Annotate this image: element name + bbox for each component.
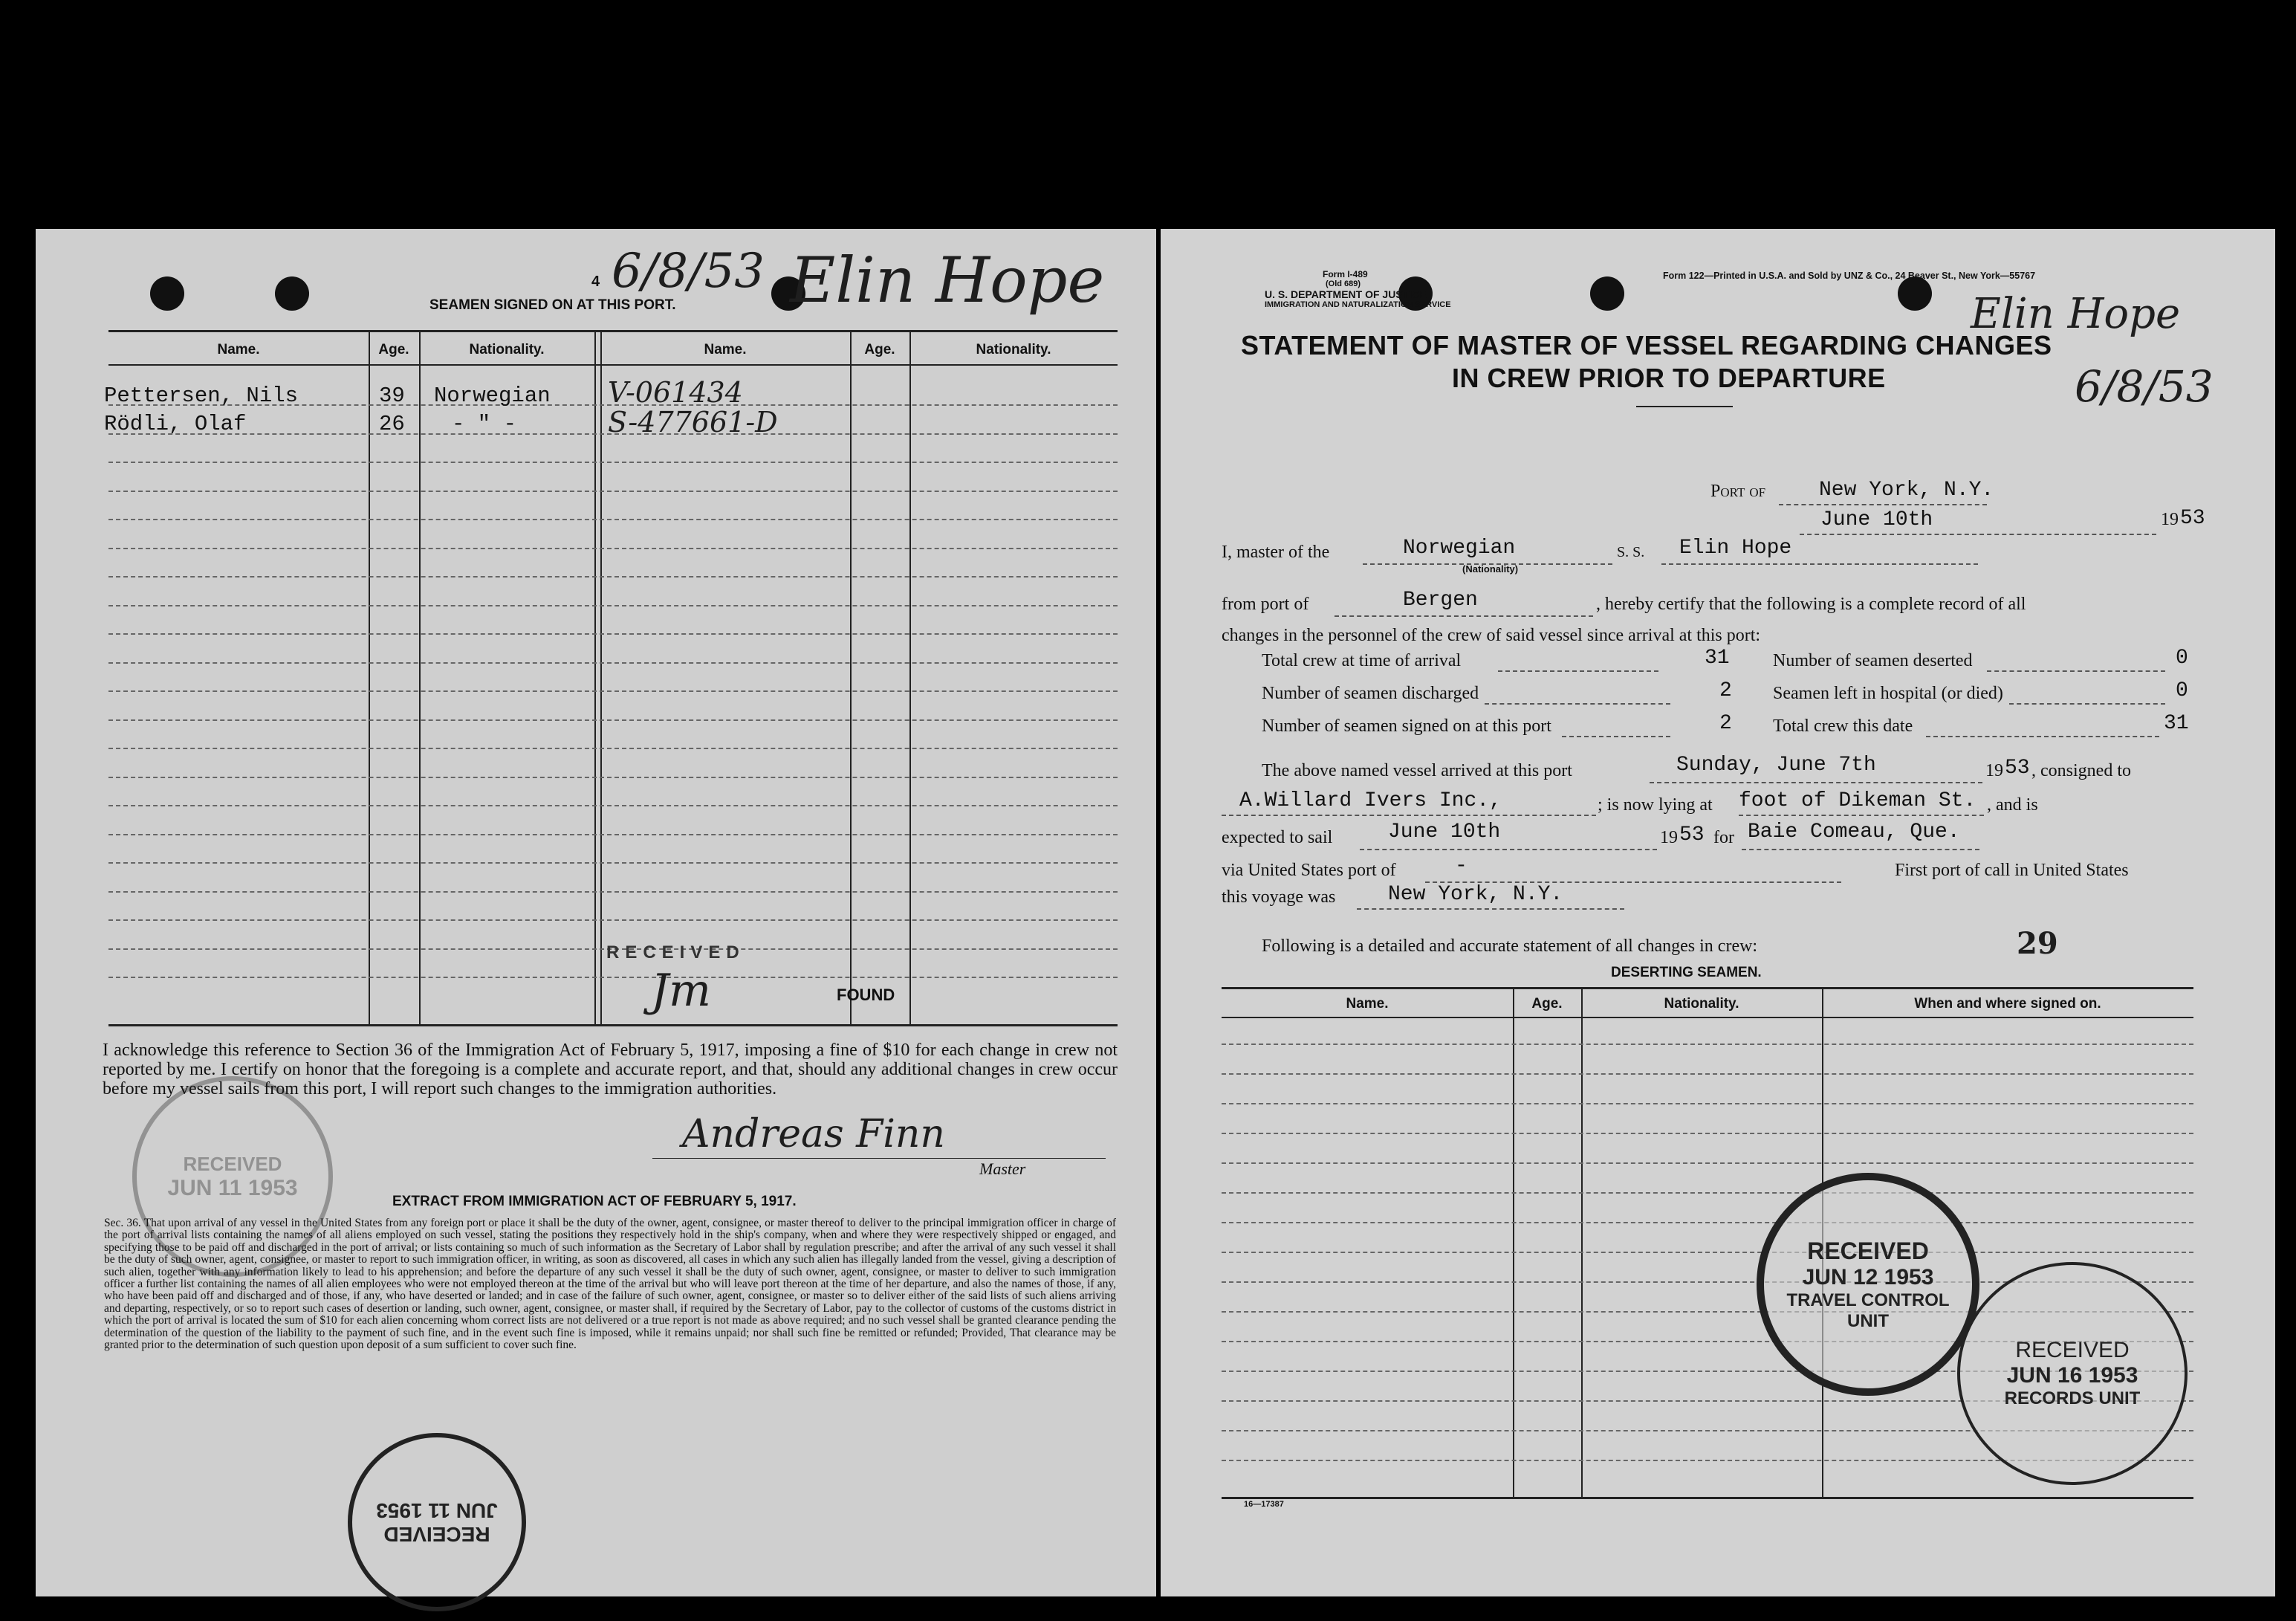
printer-imprint: Form 122—Printed in U.S.A. and Sold by UNZ & Co., 24 Beaver St., New York—55767	[1663, 271, 2036, 281]
right-page	[1161, 229, 2275, 1596]
field-line	[1562, 736, 1670, 737]
col-divider	[1513, 987, 1514, 1497]
ruled-line	[108, 805, 1118, 806]
ruled-line	[108, 605, 1118, 606]
from-port-value: Bergen	[1403, 589, 1478, 612]
table-top-rule	[1222, 987, 2193, 989]
signed-on-value: 2	[1719, 712, 1732, 735]
ruled-line	[108, 491, 1118, 492]
ruled-line	[108, 862, 1118, 864]
acknowledgement-text: I acknowledge this reference to Section 36 of the Immigration Act of February 5, 1917, imposing a fine of $10 for each change in crew not reported by me. I certify on honor that the foregoing is a complete and accurate report, and that, should any additional changes in crew occur before my vessel sails from this port, I will report such changes to the immigration authorities.	[103, 1041, 1118, 1099]
field-line	[2009, 703, 2165, 705]
via-label: via United States port of	[1222, 861, 1396, 880]
ruled-line	[108, 519, 1118, 520]
received-stamp-faint: RECEIVED	[606, 942, 745, 962]
ruled-line	[1222, 1222, 2193, 1223]
expected-year-prefix: 19	[1660, 828, 1678, 847]
field-line	[1650, 782, 1982, 783]
year-prefix: 19	[2161, 510, 2179, 529]
expected-value: June 10th	[1388, 821, 1501, 844]
ruled-line	[1222, 1103, 2193, 1104]
ruled-line	[108, 834, 1118, 835]
hospital-value: 0	[2176, 679, 2188, 702]
ruled-line	[108, 662, 1118, 664]
ruled-line	[108, 576, 1118, 577]
total-date-value: 31	[2164, 712, 2189, 735]
signed-on-label: Number of seamen signed on at this port	[1262, 716, 1551, 736]
ruled-line	[108, 462, 1118, 463]
field-line	[1987, 670, 2165, 672]
for-value: Baie Comeau, Que.	[1748, 821, 1960, 844]
ruled-line	[108, 891, 1118, 893]
table-header-rule	[108, 364, 1118, 366]
punch-hole	[275, 276, 309, 311]
field-line	[1742, 849, 1979, 850]
field-line	[1800, 534, 2156, 535]
handwritten-vessel-name: Elin Hope	[1971, 290, 2181, 338]
row-reference: S-477661-D	[608, 406, 778, 439]
ruled-line	[108, 719, 1118, 721]
nationality-caption: (Nationality)	[1462, 563, 1519, 575]
service: IMMIGRATION AND NATURALIZATION SERVICE	[1265, 300, 1451, 309]
ruled-line	[108, 633, 1118, 635]
deserted-value: 0	[2176, 647, 2188, 670]
ruled-line	[108, 777, 1118, 778]
nationality-value: Norwegian	[1403, 537, 1516, 560]
records-unit-stamp: RECEIVED JUN 16 1953 RECORDS UNIT	[1957, 1262, 2188, 1485]
this-voyage-label: this voyage was	[1222, 887, 1336, 907]
ruled-line	[108, 690, 1118, 692]
initials-signature: Jm	[651, 965, 711, 1017]
expected-year-value: 53	[1679, 824, 1705, 847]
left-page	[36, 229, 1156, 1596]
table-bottom-rule	[108, 1024, 1118, 1026]
arrived-label: The above named vessel arrived at this port	[1262, 761, 1572, 780]
ruled-line	[108, 919, 1118, 921]
col-header-nationality: Nationality.	[469, 342, 545, 357]
field-line	[1739, 815, 1984, 816]
desert-col-signed-on: When and where signed on.	[1914, 996, 2101, 1012]
col-header-name: Name.	[704, 342, 747, 357]
row-nationality: - " -	[452, 412, 517, 436]
field-line	[1335, 615, 1593, 617]
deserting-title: DESERTING SEAMEN.	[1611, 965, 1762, 980]
row-name: Pettersen, Nils	[104, 384, 299, 408]
expected-label: expected to sail	[1222, 828, 1333, 847]
ruled-line	[1222, 1192, 2193, 1194]
row-name: Rödli, Olaf	[104, 412, 247, 436]
master-signature: Andreas Finn	[682, 1112, 945, 1156]
row-nationality: Norwegian	[434, 384, 551, 408]
arrived-year-prefix: 19	[1985, 761, 2003, 780]
form-old-number: (Old 689)	[1326, 279, 1361, 288]
following-text: Following is a detailed and accurate statement of all changes in crew:	[1262, 936, 1758, 956]
arrived-value: Sunday, June 7th	[1676, 754, 1876, 777]
form-title-line1: STATEMENT OF MASTER OF VESSEL REGARDING CHANGES	[1241, 330, 2052, 360]
port-label: Port of	[1710, 482, 1766, 501]
punch-hole	[1590, 276, 1624, 311]
for-label: for	[1713, 828, 1734, 847]
ruled-line	[1222, 1044, 2193, 1045]
form-title-line2: IN CREW PRIOR TO DEPARTURE	[1452, 363, 1886, 393]
handwritten-vessel-name: Elin Hope	[790, 244, 1105, 317]
header-number: 4	[591, 274, 600, 290]
form-number: Form I-489	[1323, 269, 1368, 279]
first-port-label: First port of call in United States	[1895, 861, 2129, 880]
and-is-label: , and is	[1987, 795, 2038, 815]
field-line	[1357, 908, 1624, 910]
ss-label: S. S.	[1617, 544, 1645, 560]
ss-value: Elin Hope	[1679, 537, 1792, 560]
ruled-line	[108, 748, 1118, 749]
extract-text: Sec. 36. That upon arrival of any vessel in the United States from any foreign port or place it shall be the duty of the owner, agent, consignee, or master thereof to deliver to the principal immigration officer in charge of the port of arrival lists containing the names of all aliens employed on such vessel, stating the positions they respectively hold in the ship's company, when and where they were respectively shipped or engaged, and specifying those to be paid off and discharged in the port of arrival; or lists containing so much of such information as the Secretary of Labor shall by regulation prescribe; and after the arrival of any such vessel it shall be the duty of such owner, agent, consignee, or master to report to such immigration officer, in writing, as soon as discovered, all cases in which any such alien has illegally landed from the vessel, giving a description of such alien, together with any information likely to lead to his apprehension; and before the departure of any such vessel it shall be the duty of such owner, agent, consignee, or master to deliver to such immigration officer a further list containing the names of all alien employees who were not employed thereon at the time of the arrival but who will leave port thereon at the time of her departure, and also the names of those, if any, who have been paid off and discharged and of those, if any, who have deserted or landed; and in case of the failure of such owner, agent, consignee, or master so to deliver either of the said lists of such aliens arriving and departing, respectively, or so to report such cases of desertion or landing, such owner, agent, consignee, or master shall, if required by the Secretary of Labor, pay to the collector of customs of the customs district in which the port of arrival is located the sum of $10 for each alien concerning whom correct lists are not delivered or a true report is not made as above required; and no such vessel shall be granted clearance pending the determination of the question of the liability to the payment of such fine, and in the event such fine is imposed, while it remains unpaid; nor shall such fine be remitted or refunded; Provided, That clearance may be granted prior to the determination of such question upon deposit of a sum sufficient to cover such fine.	[104, 1217, 1116, 1352]
ruled-line	[1222, 1162, 2193, 1164]
col-header-age: Age.	[864, 342, 895, 357]
hospital-label: Seamen left in hospital (or died)	[1773, 684, 2003, 703]
ruled-line	[1222, 1073, 2193, 1075]
footer-code: 16—17387	[1244, 1500, 1284, 1509]
handwritten-date: 6/8/53	[612, 244, 765, 299]
ruled-line	[1222, 1252, 2193, 1253]
desert-col-nationality: Nationality.	[1664, 996, 1739, 1012]
department: U. S. DEPARTMENT OF JUSTICE	[1265, 288, 1427, 300]
consigned-label: , consigned to	[2031, 761, 2131, 780]
extract-title: EXTRACT FROM IMMIGRATION ACT OF FEBRUARY 5, 1917.	[392, 1194, 797, 1209]
port-value: New York, N.Y.	[1819, 479, 1994, 502]
handwritten-date: 6/8/53	[2075, 361, 2214, 412]
signature-line	[652, 1158, 1106, 1159]
field-line	[1661, 563, 1978, 565]
table-top-rule	[108, 330, 1118, 332]
year-value: 53	[2180, 507, 2205, 530]
total-arrival-label: Total crew at time of arrival	[1262, 651, 1462, 670]
deserted-label: Number of seamen deserted	[1773, 651, 1973, 670]
ruled-line	[108, 548, 1118, 549]
punch-hole	[150, 276, 184, 311]
total-arrival-value: 31	[1705, 647, 1730, 670]
certify-text: , hereby certify that the following is a complete record of all	[1596, 595, 2026, 614]
found-stamp: FOUND	[837, 986, 895, 1004]
col-header-age: Age.	[378, 342, 409, 357]
lying-label: ; is now lying at	[1598, 795, 1713, 815]
row-age: 39	[379, 384, 405, 408]
field-line	[1498, 670, 1658, 672]
row-age: 26	[379, 412, 405, 436]
master-label: Master	[979, 1159, 1026, 1178]
field-line	[1926, 736, 2159, 737]
field-line	[1485, 703, 1670, 705]
table-header-rule	[1222, 1017, 2193, 1018]
col-header-name: Name.	[217, 342, 260, 357]
row-reference: V-061434	[608, 376, 743, 409]
desert-col-age: Age.	[1531, 996, 1563, 1012]
field-line	[1360, 849, 1657, 850]
lying-value: foot of Dikeman St.	[1739, 789, 1976, 812]
punch-hole	[1898, 276, 1932, 311]
this-voyage-value: New York, N.Y.	[1388, 883, 1563, 906]
changes-text: changes in the personnel of the crew of said vessel since arrival at this port:	[1222, 626, 1761, 645]
consignee-value: A.Willard Ivers Inc.,	[1239, 789, 1502, 812]
date-value: June 10th	[1820, 508, 1933, 531]
col-divider	[1581, 987, 1583, 1497]
master-of-label: I, master of the	[1222, 543, 1330, 562]
discharged-label: Number of seamen discharged	[1262, 684, 1479, 703]
ruled-line	[108, 977, 1118, 978]
col-header-nationality: Nationality.	[976, 342, 1051, 357]
title-underline	[1636, 406, 1733, 407]
received-date-stamp: RECEIVED JUN 11 1953	[348, 1433, 526, 1611]
table-bottom-rule	[1222, 1497, 2193, 1499]
received-date-stamp: RECEIVED JUN 11 1953	[132, 1076, 333, 1277]
via-value: -	[1455, 855, 1468, 878]
total-date-label: Total crew this date	[1773, 716, 1913, 736]
ruled-line	[1222, 1133, 2193, 1134]
field-line	[1222, 815, 1596, 816]
discharged-value: 2	[1719, 679, 1732, 702]
field-line	[1779, 504, 1987, 505]
from-port-label: from port of	[1222, 595, 1309, 614]
travel-control-stamp: RECEIVED JUN 12 1953 TRAVEL CONTROL UNIT	[1757, 1173, 1979, 1396]
arrived-year-value: 53	[2005, 757, 2030, 780]
desert-col-name: Name.	[1346, 996, 1389, 1012]
handwritten-count: 29	[2017, 926, 2058, 961]
seamen-signed-title: SEAMEN SIGNED ON AT THIS PORT.	[429, 297, 676, 313]
